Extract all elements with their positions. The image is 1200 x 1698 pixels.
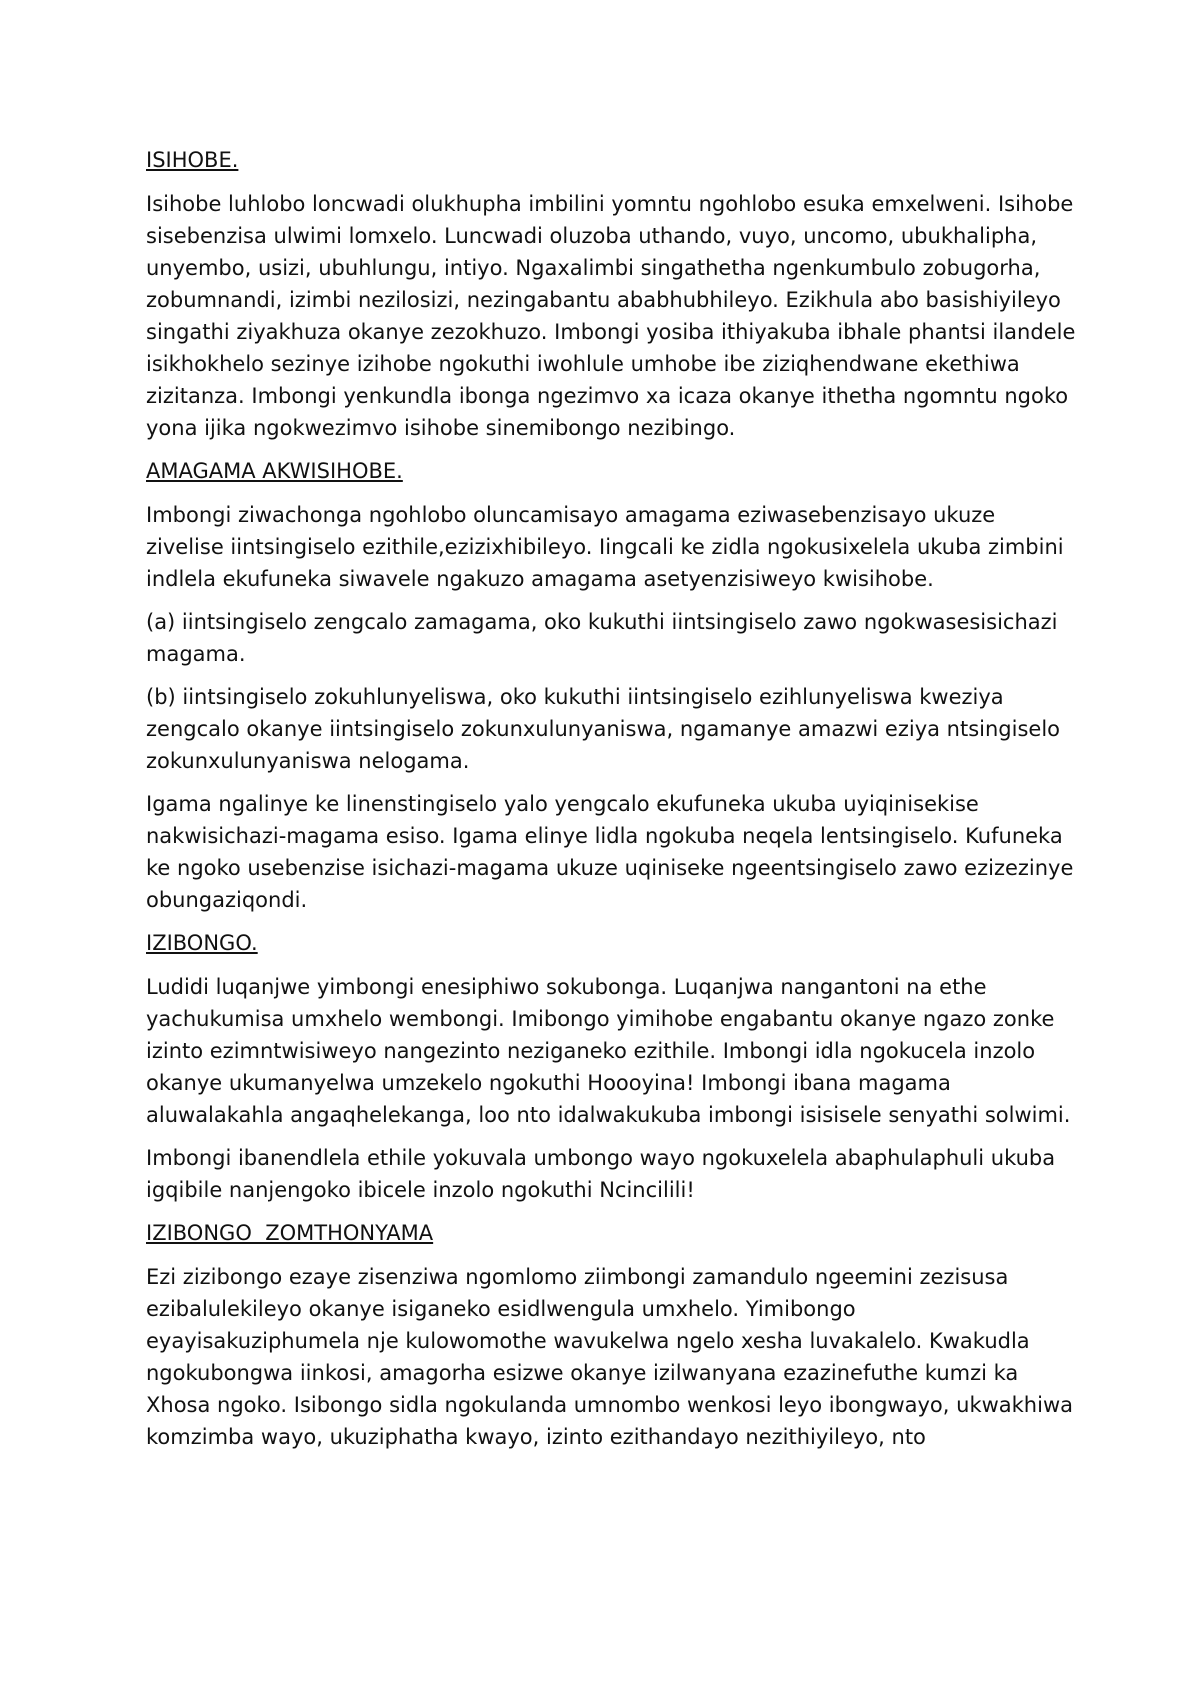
paragraph: Imbongi ibanendlela ethile yokuvala umbongo wayo ngokuxelela abaphulaphuli ukuba igqibile nanjengoko ibicele inzolo ngokuthi Ncincilili! — [146, 1146, 1056, 1202]
heading-amagama-akwisihobe: AMAGAMA AKWISIHOBE. — [146, 459, 403, 483]
section-isihobe — [146, 144, 1076, 444]
document-page — [146, 144, 1076, 1464]
paragraph-point-a: (a) iintsingiselo zengcalo zamagama, oko kukuthi iintsingiselo zawo ngokwasesisichazi magama. — [146, 610, 1058, 666]
section-izibongo-zomthonyama — [146, 1217, 1076, 1453]
paragraph-point-b: (b) iintsingiselo zokuhlunyeliswa, oko kukuthi iintsingiselo ezihlunyeliswa kweziya zengcalo okanye iintsingiselo zokunxulunyaniswa, ngamanye amazwi eziya ntsingiselo zokunxulunyaniswa nelogama. — [146, 685, 1061, 773]
section-amagama-akwisihobe — [146, 455, 1076, 916]
heading-izibongo-zomthonyama: IZIBONGO ZOMTHONYAMA — [146, 1221, 434, 1245]
section-izibongo — [146, 927, 1076, 1206]
paragraph: Imbongi ziwachonga ngohlobo oluncamisayo amagama eziwasebenzisayo ukuze zivelise iintsingiselo ezithile,ezizixhibileyo. Iingcali ke zidla ngokusixelela ukuba zimbini indlela ekufuneka siwavele ngakuzo amagama asetyenzisiweyo kwisihobe. — [146, 503, 1064, 591]
heading-isihobe: ISIHOBE. — [146, 148, 239, 172]
heading-izibongo: IZIBONGO. — [146, 931, 258, 955]
paragraph: Igama ngalinye ke linenstingiselo yalo yengcalo ekufuneka ukuba uyiqinisekise nakwisichazi-magama esiso. Igama elinye lidla ngokuba neqela lentsingiselo. Kufuneka ke ngoko usebenzise isichazi-magama ukuze uqiniseke ngeentsingiselo zawo ezizezinye obungaziqondi. — [146, 792, 1074, 912]
paragraph: Ezi zizibongo ezaye zisenziwa ngomlomo ziimbongi zamandulo ngeemini zezisusa ezibalulekileyo okanye isiganeko esidlwengula umxhelo. Yimibongo eyayisakuziphumela nje kulowomothe wavukelwa ngelo xesha luvakalelo. Kwakudla ngokubongwa iinkosi, amagorha esizwe okanye izilwanyana ezazinefuthe kumzi ka Xhosa ngoko. Isibongo sidla ngokulanda umnombo wenkosi leyo ibongwayo, ukwakhiwa komzimba wayo, ukuziphatha kwayo, izinto ezithandayo nezithiyileyo, nto — [146, 1265, 1073, 1449]
paragraph: Isihobe luhlobo loncwadi olukhupha imbilini yomntu ngohlobo esuka emxelweni. Isihobe sisebenzisa ulwimi lomxelo. Luncwadi oluzoba uthando, vuyo, uncomo, ubukhalipha, unyembo, usizi, ubuhlungu, intiyo. Ngaxalimbi singathetha ngenkumbulo zobugorha, zobumnandi, izimbi nezilosizi, nezingabantu ababhubhileyo. Ezikhula abo basishiyileyo singathi ziyakhuza okanye zezokhuzo. Imbongi yosiba ithiyakuba ibhale phantsi ilandele isikhokhelo sezinye izihobe ngokuthi iwohlule umhobe ibe ziziqhendwane ekethiwa zizitanza. Imbongi yenkundla ibonga ngezimvo xa icaza okanye ithetha ngomntu ngoko yona ijika ngokwezimvo isihobe sinemibongo nezibingo. — [146, 192, 1076, 440]
paragraph: Ludidi luqanjwe yimbongi enesiphiwo sokubonga. Luqanjwa nangantoni na ethe yachukumisa umxhelo wembongi. Imibongo yimihobe engabantu okanye ngazo zonke izinto ezimntwisiweyo nangezinto neziganeko ezithile. Imbongi idla ngokucela inzolo okanye ukumanyelwa umzekelo ngokuthi Hoooyina! Imbongi ibana magama aluwalakahla angaqhelekanga, loo nto idalwakukuba imbongi isisisele senyathi solwimi. — [146, 975, 1071, 1127]
